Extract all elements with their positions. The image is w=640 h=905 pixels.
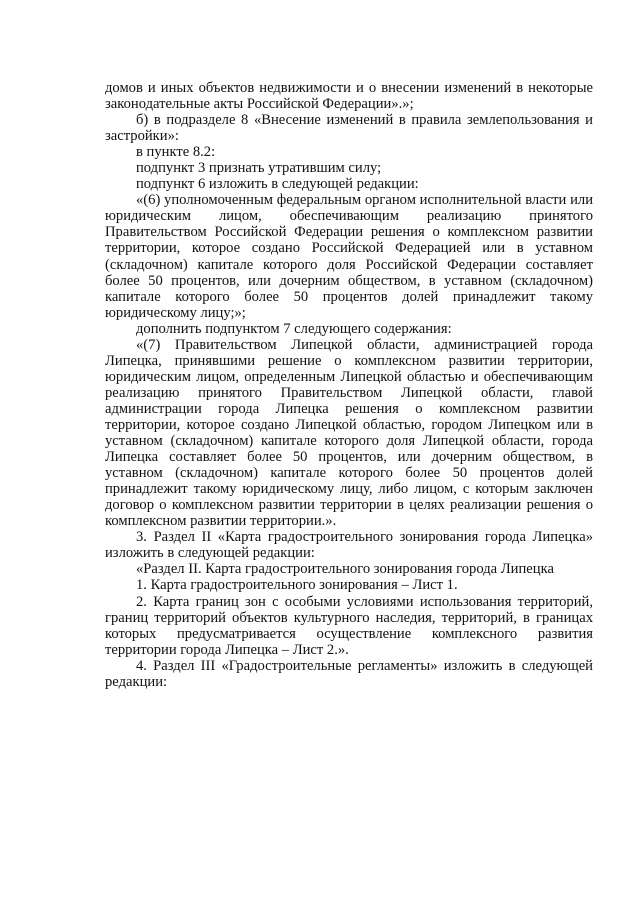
paragraph-quote-6: «(6) уполномоченным федеральным органом исполнительной власти или юридическим лицом, обеспечивающим реализацию принятого Правительством Российской Федерации решения о комплексном развитии территории, которое создано Российской Федерацией или в уставном (складочном) капитале которого доля Российской Федерации составляет более 50 процентов, или дочерним обществом, в уставном (складочном) капитале которого более 50 процентов долей принадлежит такому юридическому лицу;»; [105, 192, 593, 321]
paragraph-section-2-title: «Раздел II. Карта градостроительного зонирования города Липецка [136, 561, 554, 578]
paragraph-point-8-2: в пункте 8.2: [136, 144, 216, 161]
paragraph-section-2-item-2: 2. Карта границ зон с особыми условиями использования территорий, границ территорий объектов культурного наследия, территорий, в границах которых предусматривается осуществление комплексного развития территории города Липецка – Лист 2.». [105, 593, 593, 658]
document-body [105, 80, 593, 690]
paragraph-continuation: домов и иных объектов недвижимости и о внесении изменений в некоторые законодательные акты Российской Федерации».»; [105, 80, 593, 113]
paragraph-subpoint-3: подпункт 3 признать утратившим силу; [136, 160, 382, 177]
paragraph-item-3: 3. Раздел II «Карта градостроительного зонирования города Липецка» изложить в следующей редакции: [105, 529, 593, 562]
paragraph-item-4: 4. Раздел III «Градостроительные регламенты» изложить в следующей редакции: [105, 657, 593, 690]
paragraph-add-subpoint-7: дополнить подпунктом 7 следующего содержания: [136, 320, 452, 337]
paragraph-subpoint-6: подпункт 6 изложить в следующей редакции: [136, 176, 419, 193]
paragraph-subsection-8: б) в подразделе 8 «Внесение изменений в правила землепользования и застройки»: [105, 112, 593, 145]
paragraph-quote-7: «(7) Правительством Липецкой области, администрацией города Липецка, принявшими решение о комплексном развитии территории, юридическим лицом, определенным Липецкой областью и обеспечивающим реализацию принятого Правительством Липецкой области, главой администрации города Липецка решения о комплексном развитии территории, которое создано Липецкой областью, городом Липецком или в уставном (складочном) капитале которого доля Липецкой области, города Липецка составляет более 50 процентов, или дочерним обществом, в уставном (складочном) капитале которого более 50 процентов долей принадлежит такому юридическому лицу, либо лицом, с которым заключен договор о комплексном развитии территории в целях реализации решения о комплексном развитии территории.». [105, 336, 593, 530]
paragraph-section-2-item-1: 1. Карта градостроительного зонирования – Лист 1. [136, 577, 458, 594]
